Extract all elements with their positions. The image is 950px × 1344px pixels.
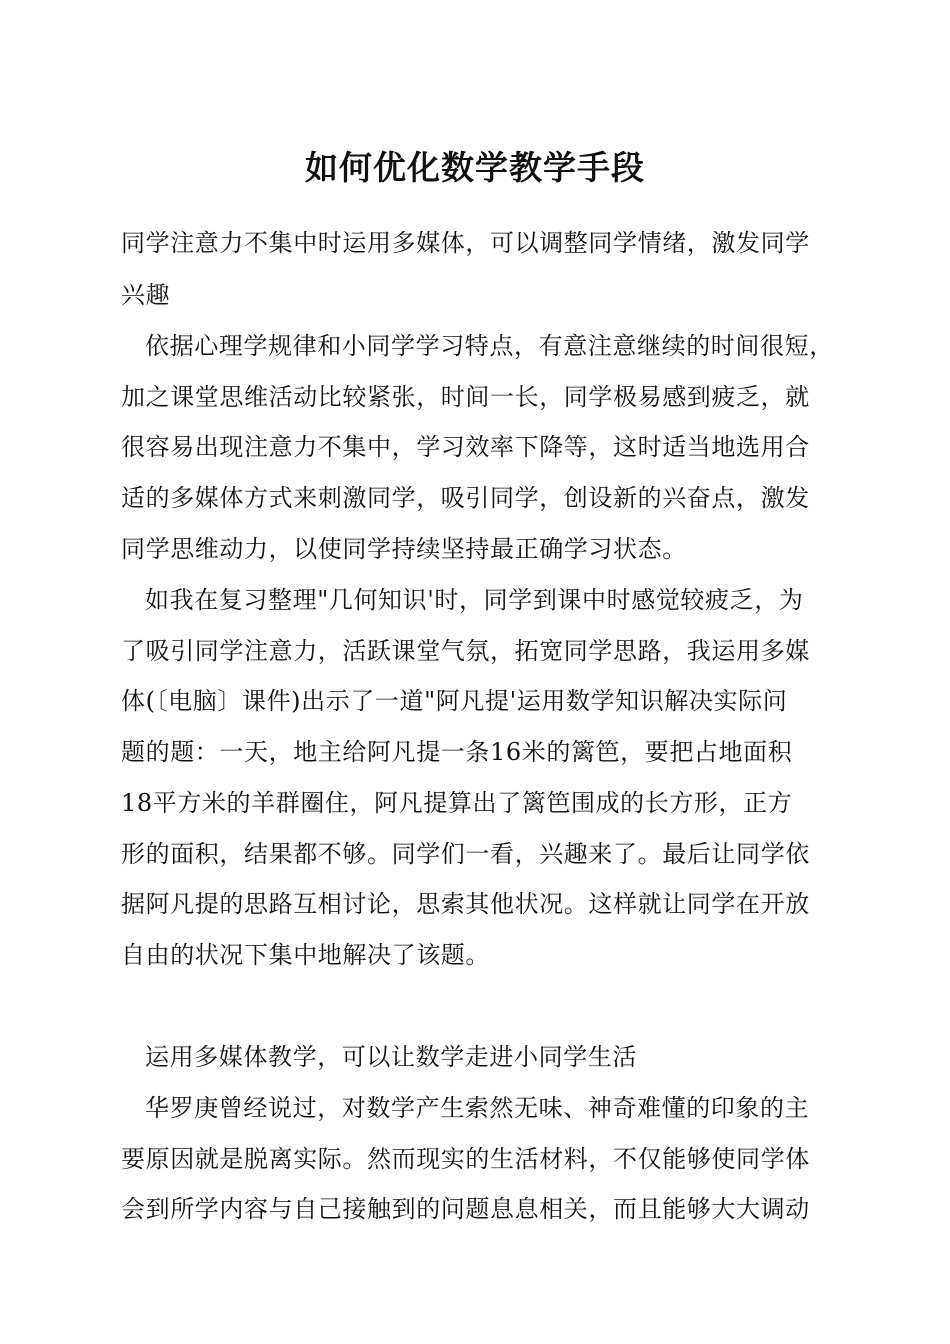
paragraph-2-line-3: 很容易出现注意力不集中，学习效率下降等，这时适当地选用合 — [121, 433, 810, 461]
paragraph-4-line-2: 要原因就是脱离实际。然而现实的生活材料，不仅能够使同学体 — [121, 1145, 810, 1173]
document-title: 如何优化数学教学手段 — [305, 148, 645, 187]
paragraph-4-line-1: 华罗庚曾经说过，对数学产生索然无味、神奇难懂的印象的主 — [145, 1094, 810, 1122]
section-heading: 运用多媒体教学，可以让数学走进小同学生活 — [145, 1043, 637, 1071]
paragraph-1-line-2: 兴趣 — [121, 281, 171, 309]
paragraph-3-line-7: 据阿凡提的思路互相讨论，思索其他状况。这样就让同学在开放 — [121, 890, 810, 918]
paragraph-2-line-4: 适的多媒体方式来刺激同学，吸引同学，创设新的兴奋点，激发 — [121, 484, 810, 512]
paragraph-2-line-1: 依据心理学规律和小同学学习特点，有意注意继续的时间很短， — [145, 332, 834, 360]
paragraph-3-line-4: 题的题：一天，地主给阿凡提一条16米的篱笆，要把占地面积 — [121, 738, 793, 766]
paragraph-3-line-1: 如我在复习整理"几何知识'时，同学到课中时感觉较疲乏，为 — [145, 586, 804, 614]
paragraph-1-line-1: 同学注意力不集中时运用多媒体，可以调整同学情绪，激发同学 — [121, 229, 810, 257]
paragraph-4-line-3: 会到所学内容与自己接触到的问题息息相关，而且能够大大调动 — [121, 1195, 810, 1223]
paragraph-3-line-2: 了吸引同学注意力，活跃课堂气氛，拓宽同学思路，我运用多媒 — [121, 637, 810, 665]
paragraph-3-line-6: 形的面积，结果都不够。同学们一看，兴趣来了。最后让同学依 — [121, 840, 810, 868]
paragraph-3-line-3: 体(〔电脑〕课件)出示了一道"阿凡提'运用数学知识解决实际问 — [121, 687, 788, 715]
paragraph-2-line-5: 同学思维动力，以使同学持续坚持最正确学习状态。 — [121, 535, 687, 563]
paragraph-2-line-2: 加之课堂思维活动比较紧张，时间一长，同学极易感到疲乏，就 — [121, 383, 810, 411]
paragraph-3-line-5: 18平方米的羊群圈住，阿凡提算出了篱笆围成的长方形，正方 — [121, 789, 793, 817]
paragraph-3-line-8: 自由的状况下集中地解决了该题。 — [121, 941, 490, 969]
